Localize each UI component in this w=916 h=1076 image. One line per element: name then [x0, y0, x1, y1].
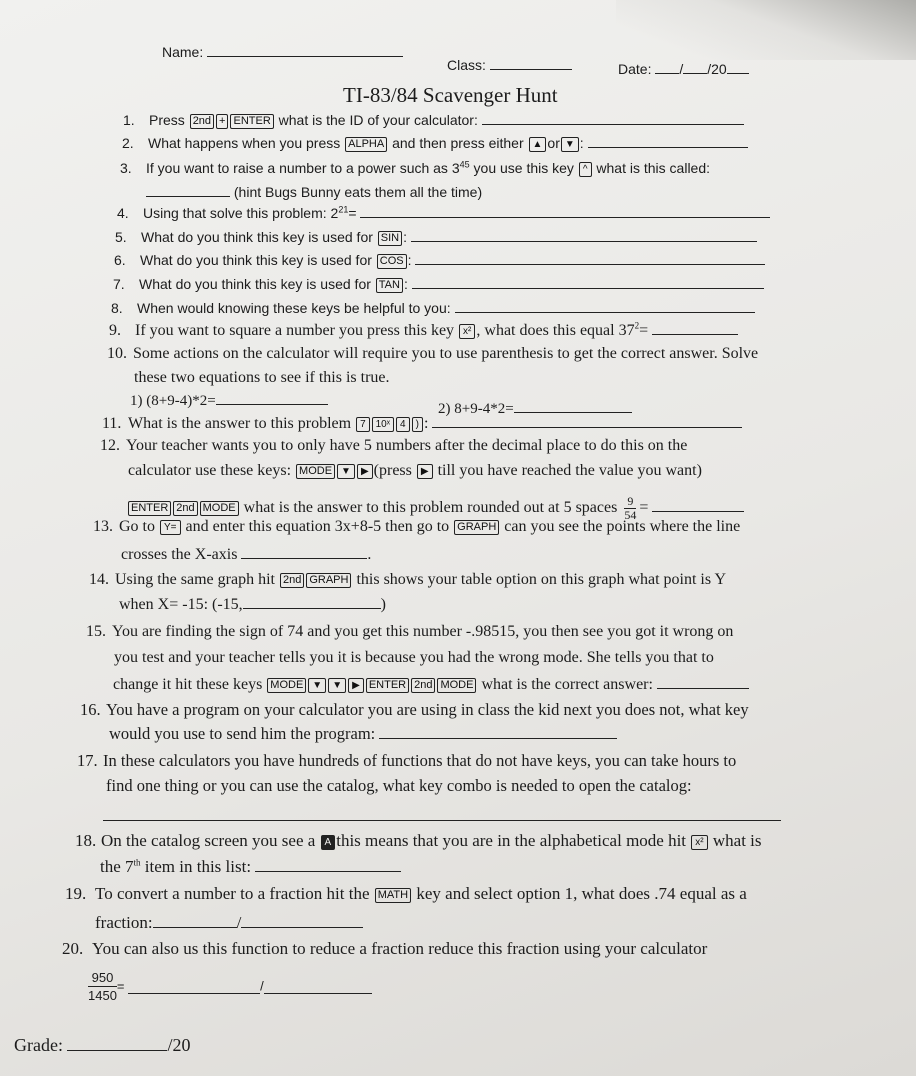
date-day-blank[interactable]	[683, 59, 707, 74]
question-3-hint	[146, 182, 482, 202]
question-number: 16.	[80, 700, 101, 719]
question-1	[123, 110, 744, 130]
question-text: change it hit these keys	[113, 676, 263, 693]
answer-blank[interactable]	[412, 274, 764, 289]
question-number: 19.	[65, 884, 87, 903]
question-20	[62, 939, 707, 959]
class-label: Class:	[447, 57, 486, 73]
question-number: 3.	[120, 160, 132, 176]
key-10x: 10ˣ	[372, 417, 394, 432]
answer-blank[interactable]	[255, 857, 401, 872]
question-19-line2	[95, 913, 363, 933]
question-18-line2	[100, 857, 401, 877]
question-text: You have a program on your calculator you are using in class the kid next you does not, what key	[106, 700, 749, 719]
equation-text: 2) 8+9-4*2=	[438, 401, 514, 417]
ordinal-suffix: th	[133, 857, 141, 868]
key-caret: ^	[579, 162, 592, 177]
question-number: 13.	[93, 518, 113, 535]
key-mode: MODE	[267, 678, 306, 693]
question-text: If you want to square a number you press this key	[135, 322, 455, 339]
question-number: 9.	[109, 322, 121, 339]
question-number: 6.	[114, 252, 126, 268]
fraction-numerator: 9	[624, 495, 636, 509]
question-text: You are finding the sign of 74 and you get this number -.98515, you then see you got it wrong on	[112, 623, 734, 640]
answer-blank[interactable]	[514, 398, 632, 413]
grade-row	[14, 1034, 191, 1056]
class-blank[interactable]	[490, 55, 572, 70]
close-paren: )	[380, 596, 386, 613]
question-text: item in this list:	[144, 857, 252, 876]
question-8	[111, 298, 755, 318]
key-up-arrow: ▲	[529, 137, 547, 152]
question-text: To convert a number to a fraction hit the	[95, 884, 370, 903]
answer-blank[interactable]	[588, 133, 748, 148]
key-plus: +	[216, 114, 228, 129]
key-right-arrow: ▶	[417, 464, 433, 479]
key-cos: COS	[377, 254, 407, 269]
key-down-arrow: ▼	[561, 137, 579, 152]
question-6	[114, 250, 765, 270]
question-text: What do you think this key is used for	[140, 252, 372, 268]
question-text: this means that you are in the alphabetical mode hit	[336, 831, 687, 850]
key-right-arrow: ▶	[348, 678, 364, 693]
answer-blank[interactable]	[432, 413, 742, 428]
key-graph: GRAPH	[454, 520, 499, 535]
date-year-blank[interactable]	[727, 59, 749, 74]
question-text: In these calculators you have hundreds of functions that do not have keys, you can take hours to	[103, 751, 737, 770]
fraction-numerator: 950	[88, 969, 117, 987]
date-year-prefix: /20	[707, 61, 727, 77]
question-text: key and select option 1, what does .74 equal as a	[416, 884, 747, 903]
question-text: this shows your table option on this graph what point is Y	[356, 571, 727, 588]
question-text: If you want to raise a number to a power such as 3	[146, 160, 460, 176]
question-text: what is this called:	[596, 160, 711, 176]
question-number: 18.	[75, 831, 97, 850]
question-5	[115, 227, 757, 247]
question-number: 12.	[100, 437, 120, 454]
key-2nd: 2nd	[173, 501, 197, 516]
question-text: what is the ID of your calculator:	[278, 112, 478, 128]
question-16-line2	[109, 724, 617, 744]
question-text: and enter this equation 3x+8-5 then go to	[185, 518, 450, 535]
question-text: When would knowing these keys be helpful to you:	[137, 300, 451, 316]
class-field-row	[447, 55, 572, 75]
question-number: 7.	[113, 276, 125, 292]
key-math: MATH	[375, 888, 411, 903]
question-7	[113, 274, 764, 294]
exponent: 21	[338, 204, 349, 215]
question-text: can you see the points where the line	[504, 518, 741, 535]
key-2nd: 2nd	[190, 114, 214, 129]
question-15-line3	[113, 674, 749, 695]
question-text: calculator use these keys:	[128, 462, 292, 479]
question-text: What do you think this key is used for	[141, 229, 373, 245]
numerator-blank[interactable]	[153, 913, 237, 928]
question-text: crosses the X-axis	[121, 546, 238, 563]
question-text: or	[547, 135, 560, 151]
equation-text: 1) (8+9-4)*2=	[130, 393, 216, 409]
date-label: Date:	[618, 61, 652, 77]
key-4: 4	[396, 417, 410, 432]
answer-blank[interactable]	[455, 298, 755, 313]
answer-blank[interactable]	[103, 820, 781, 821]
key-2nd: 2nd	[411, 678, 435, 693]
key-x-squared: x²	[459, 324, 475, 339]
grade-blank[interactable]	[67, 1034, 167, 1051]
answer-blank[interactable]	[243, 594, 381, 609]
question-text: Press	[149, 112, 185, 128]
question-text: Your teacher wants you to only have 5 numbers after the decimal place to do this on the	[126, 437, 688, 454]
question-text: :	[579, 135, 584, 151]
question-text: the 7	[100, 857, 134, 876]
question-number: 11.	[102, 415, 122, 432]
answer-blank[interactable]	[379, 724, 617, 739]
key-down-arrow: ▼	[337, 464, 355, 479]
date-month-blank[interactable]	[655, 59, 679, 74]
fraction-slash: /	[260, 978, 264, 994]
question-3	[120, 158, 710, 178]
name-label: Name:	[162, 44, 204, 60]
key-close-paren: )	[412, 417, 423, 432]
date-field-row	[618, 59, 749, 79]
question-text: :	[407, 252, 412, 268]
key-down-arrow: ▼	[328, 678, 346, 693]
grade-label: Grade:	[14, 1035, 63, 1055]
question-text: till you have reached the value you want)	[437, 462, 702, 479]
question-4	[117, 203, 770, 223]
period: .	[367, 546, 372, 563]
question-10	[107, 344, 758, 364]
question-19	[65, 884, 747, 904]
key-x-squared: x²	[691, 835, 707, 850]
question-15	[86, 622, 733, 642]
question-number: 14.	[89, 571, 109, 588]
question-text: Go to	[119, 518, 155, 535]
question-text: What is the answer to this problem	[128, 415, 352, 432]
question-number: 20.	[62, 939, 84, 958]
question-number: 10.	[107, 345, 127, 362]
question-14-line2	[119, 594, 386, 615]
question-text: fraction:	[95, 913, 153, 932]
key-enter: ENTER	[230, 114, 273, 129]
question-11	[102, 413, 742, 434]
question-18	[75, 831, 762, 851]
name-blank[interactable]	[207, 42, 403, 57]
key-enter: ENTER	[366, 678, 409, 693]
fraction-slash: /	[236, 913, 242, 932]
question-text: :	[403, 276, 408, 292]
fraction-950-1450	[88, 969, 117, 1004]
question-13-line2	[121, 544, 371, 565]
key-y-equals: Y=	[160, 520, 181, 535]
question-text: what is the correct answer:	[481, 676, 653, 693]
question-text: :	[423, 415, 429, 432]
question-12-line2	[128, 461, 702, 481]
fraction-denominator: 1450	[88, 988, 117, 1004]
question-17-line2: find one thing or you can use the catalog, what key combo is needed to open the catalog:	[106, 776, 692, 795]
grade-total: /20	[167, 1035, 191, 1055]
key-tan: TAN	[376, 278, 403, 293]
question-text: Some actions on the calculator will require you to use parenthesis to get the correct answer. Solve	[133, 345, 759, 362]
key-right-arrow: ▶	[357, 464, 373, 479]
page-shadow	[616, 0, 916, 60]
question-20-line2	[88, 966, 372, 1007]
exponent: 45	[459, 159, 470, 170]
answer-blank[interactable]	[216, 390, 328, 405]
question-number: 5.	[115, 229, 127, 245]
question-text: What happens when you press	[148, 135, 341, 151]
name-field-row	[162, 42, 403, 62]
question-14	[89, 570, 726, 590]
key-7: 7	[356, 417, 370, 432]
answer-blank[interactable]	[360, 203, 770, 218]
question-text: =	[348, 205, 357, 221]
question-text: On the catalog screen you see a	[101, 831, 316, 850]
equals-sign: =	[116, 978, 125, 994]
key-mode: MODE	[200, 501, 239, 516]
question-text: when X= -15: (-15,	[119, 596, 243, 613]
key-sin: SIN	[378, 231, 402, 246]
denominator-blank[interactable]	[264, 979, 372, 994]
question-text: , what does this equal 37	[476, 322, 635, 339]
question-text: what is the answer to this problem rounded out at 5 spaces	[243, 499, 618, 517]
question-number: 8.	[111, 300, 123, 316]
question-text: you use this key	[473, 160, 574, 176]
numerator-blank[interactable]	[128, 979, 260, 994]
question-text: what is	[712, 831, 762, 850]
question-text: would you use to send him the program:	[109, 724, 376, 743]
answer-blank[interactable]	[482, 110, 744, 125]
page-title: TI-83/84 Scavenger Hunt	[343, 83, 558, 107]
question-13	[93, 517, 740, 537]
key-2nd: 2nd	[280, 573, 304, 588]
question-text: You can also us this function to reduce a fraction reduce this fraction using your calculator	[92, 939, 708, 958]
question-number: 15.	[86, 623, 106, 640]
answer-blank[interactable]	[652, 320, 738, 335]
hint-text: (hint Bugs Bunny eats them all the time)	[233, 184, 483, 200]
question-text: =	[639, 322, 649, 339]
question-text: (press	[373, 462, 412, 479]
question-17	[77, 751, 736, 771]
key-enter: ENTER	[128, 501, 171, 516]
question-12	[100, 436, 687, 456]
key-mode: MODE	[296, 464, 335, 479]
question-number: 1.	[123, 112, 135, 128]
question-16	[80, 700, 749, 720]
question-10-line2: these two equations to see if this is true.	[134, 369, 390, 386]
key-mode: MODE	[437, 678, 476, 693]
key-alpha: ALPHA	[345, 137, 387, 152]
question-number: 17.	[77, 751, 98, 770]
key-graph: GRAPH	[306, 573, 351, 588]
question-9	[109, 320, 738, 341]
key-down-arrow: ▼	[308, 678, 326, 693]
answer-blank[interactable]	[146, 182, 230, 197]
exponent: 2	[634, 320, 640, 331]
question-text: Using that solve this problem: 2	[143, 205, 339, 221]
answer-blank[interactable]	[241, 544, 367, 559]
answer-blank[interactable]	[652, 497, 744, 512]
question-text: :	[403, 229, 408, 245]
fraction-denominator: 54	[624, 508, 637, 522]
question-2	[122, 133, 748, 153]
denominator-blank[interactable]	[241, 913, 363, 928]
answer-blank[interactable]	[411, 227, 757, 242]
alpha-cursor-icon: A	[321, 835, 336, 850]
question-text: and then press either	[392, 135, 524, 151]
date-sep: /	[679, 61, 684, 77]
question-text: Using the same graph hit	[115, 571, 275, 588]
answer-blank[interactable]	[657, 674, 749, 689]
question-number: 2.	[122, 135, 134, 151]
answer-blank[interactable]	[415, 250, 765, 265]
question-15-line2: you test and your teacher tells you it is because you had the wrong mode. She tells you that to	[114, 649, 714, 666]
question-text: What do you think this key is used for	[139, 276, 371, 292]
question-10-eq1	[130, 390, 328, 411]
question-number: 4.	[117, 205, 129, 221]
equals-sign: =	[639, 499, 649, 517]
